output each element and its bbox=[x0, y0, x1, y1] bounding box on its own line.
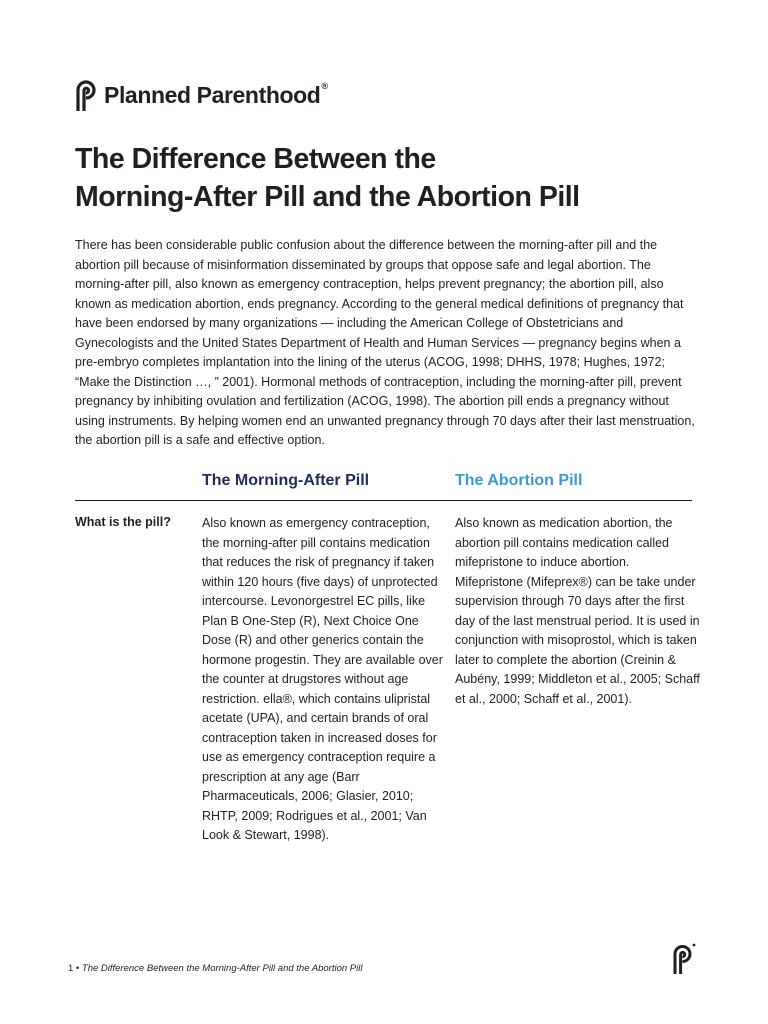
intro-paragraph: There has been considerable public confusion about the difference between the morning-after pill and the abortion pill because of misinformation disseminated by groups that oppose safe and legal abortion. The morning-after pill, also known as emergency contraception, helps prevent pregnancy; the abortion pill, also known as medication abortion, ends pregnancy. According to the general medical definitions of pregnancy that have been endorsed by many organizations — including the American College of Obstetricians and Gynecologists and the United States Department of Health and Human Services — pregnancy begins when a pre-embryo completes implantation into the lining of the uterus (ACOG, 1998; DHHS, 1978; Hughes, 1972; “Make the Distinction …, ” 2001). Hormonal methods of contraception, including the morning-after pill, prevent pregnancy by inhibiting ovulation and fertilization (ACOG, 1998). The abortion pill ends a pregnancy without using instruments. By helping women end an unwanted pregnancy through 70 days after their last menstruation, the abortion pill is a safe and effective option. bbox=[75, 238, 695, 447]
table-divider bbox=[75, 500, 692, 501]
title-line-2: Morning-After Pill and the Abortion Pill bbox=[75, 181, 580, 213]
planned-parenthood-p-icon bbox=[672, 943, 696, 975]
row-label-what-is-the-pill: What is the pill? bbox=[75, 515, 171, 529]
cell-morning-after-description: Also known as emergency contraception, the morning-after pill contains medication that reduces the risk of pregnancy if taken within 120 hours (five days) of unprotected intercourse. Levonorgestrel EC pills, like Plan B One-Step (R), Next Choice One Dose (R) and other generics contain the hormone progestin. They are available over the counter at drugstores without age restriction. ella®, which contains ulipristal acetate (UPA), and certain brands of oral contraception taken in increased doses for use as emergency contraception require a prescription at any age (Barr Pharmaceuticals, 2006; Glasier, 2010; RHTP, 2009; Rodrigues et al., 2001; Van Look & Stewart, 1998). bbox=[202, 516, 443, 842]
brand-logo bbox=[75, 78, 328, 112]
title-line-1: The Difference Between the bbox=[75, 143, 436, 175]
cell-abortion-description: Also known as medication abortion, the abortion pill contains medication called mifepristone to induce abortion. Mifepristone (Mifeprex®) can be take under supervision through 70 days after the first day of the last menstrual period. It is used in conjunction with misoprostol, which is taken later to complete the abortion (Creinin & Aubény, 1999; Middleton et al., 2005; Schaff et al., 2000; Schaff et al., 2001). bbox=[455, 516, 700, 706]
column-header-morning-after: The Morning-After Pill bbox=[202, 472, 370, 489]
brand-name: Planned Parenthood® bbox=[104, 80, 328, 108]
footer-document-title: The Difference Between the Morning-After Pill and the Abortion Pill bbox=[81, 963, 363, 974]
page-number: 1 • bbox=[68, 963, 80, 974]
planned-parenthood-p-icon bbox=[75, 78, 97, 112]
page-footer bbox=[68, 963, 362, 974]
page-title bbox=[75, 140, 715, 216]
column-header-abortion: The Abortion Pill bbox=[455, 472, 583, 489]
